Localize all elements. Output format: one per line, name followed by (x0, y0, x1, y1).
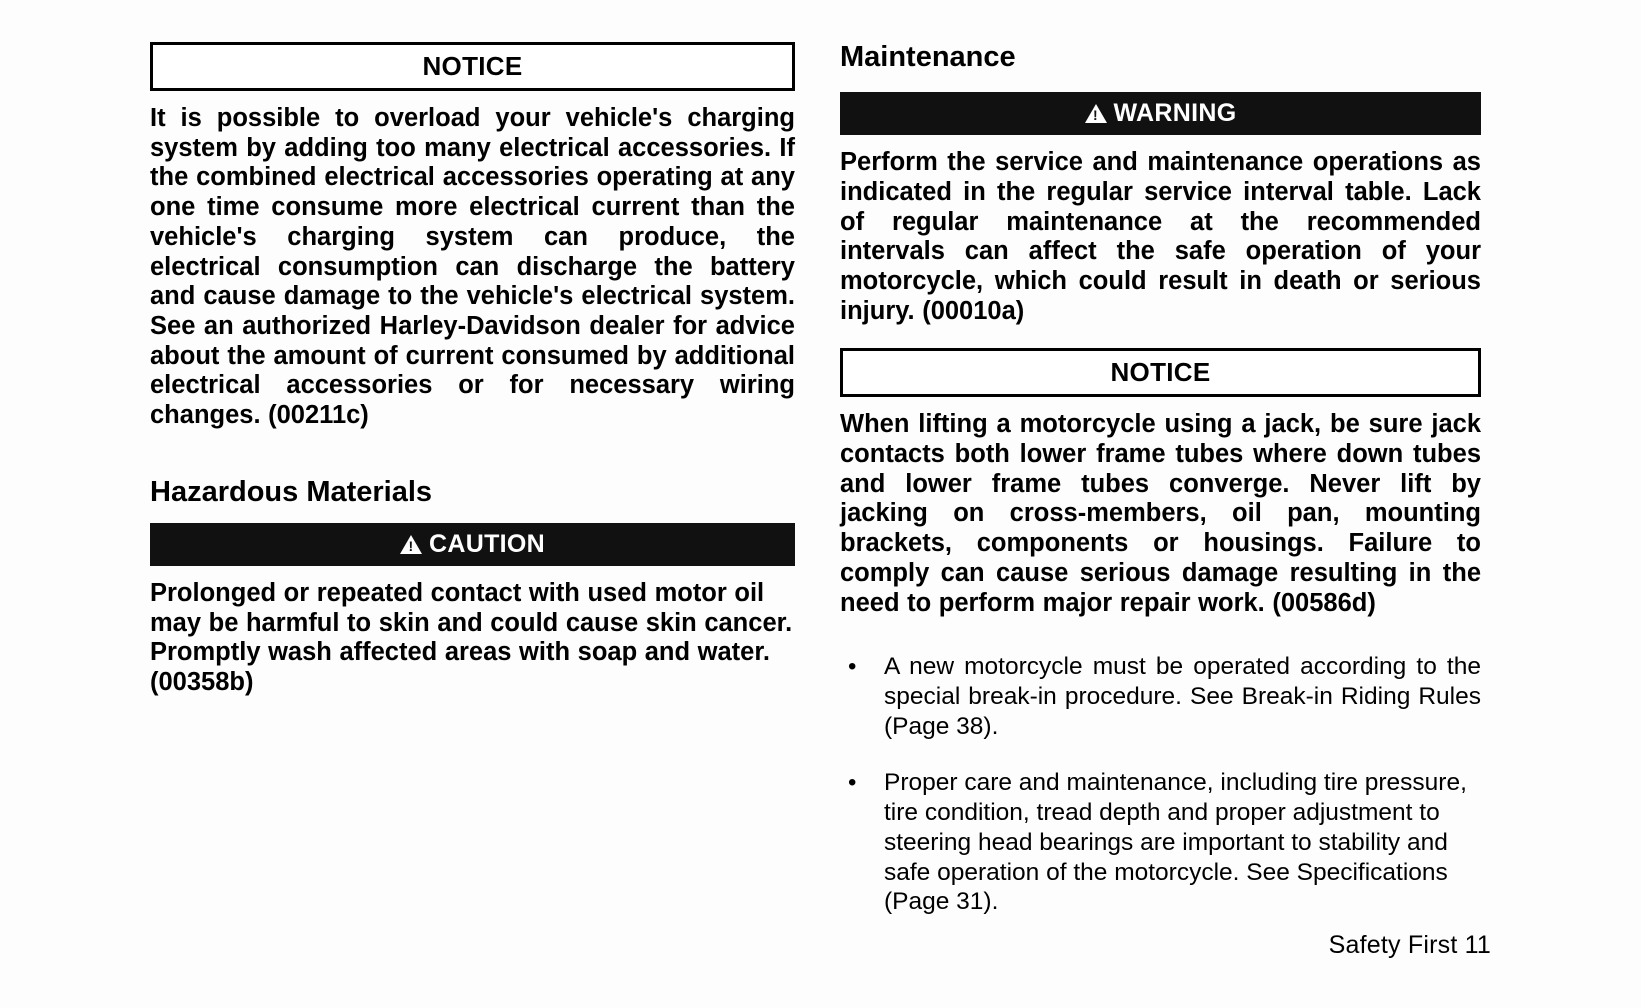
section-heading-hazardous-materials: Hazardous Materials (150, 475, 433, 508)
bullet-marker-icon: • (848, 653, 857, 681)
list-item-text: Proper care and maintenance, including tire pressure, tire condition, tread depth and proper adjustment to steering head bearings are important to stability and safe operation of the motorcycle. See Specifications (Page 31). (884, 768, 1467, 916)
warning-triangle-icon (400, 535, 422, 554)
maintenance-bullet-list (840, 652, 1481, 917)
caution-text-motor-oil: Prolonged or repeated contact with used motor oil may be harmful to skin and could cause skin cancer. Promptly wash affected areas with soap and water. (00358b) (150, 578, 793, 696)
left-column (150, 42, 795, 1008)
notice-header-box-jacking (840, 348, 1481, 397)
warning-text-service-intervals: Perform the service and maintenance operations as indicated in the regular service interval table. Lack of regular maintenance at the recommended intervals can affect the safe operation of your motorcycle, which could result in death or serious injury. (00010a) (840, 148, 1481, 325)
list-item (840, 768, 1481, 917)
list-item-text: A new motorcycle must be operated according to the special break-in procedure. See Break-in Riding Rules (Page 38). (884, 653, 1481, 741)
notice-label: NOTICE (422, 51, 523, 81)
spacer (840, 326, 1481, 348)
warning-label: WARNING (1113, 98, 1237, 127)
caution-banner (150, 523, 795, 566)
list-item (840, 652, 1481, 742)
notice-header-box-charging (150, 42, 795, 91)
column-gutter (795, 42, 840, 1008)
warning-triangle-icon (1085, 104, 1107, 123)
right-column (840, 42, 1481, 1008)
bullet-marker-icon: • (848, 768, 857, 796)
warning-banner (840, 92, 1481, 135)
caution-label: CAUTION (429, 529, 545, 558)
notice-text-jacking: When lifting a motorcycle using a jack, be sure jack contacts both lower frame tubes where down tubes and lower frame tubes converge. Never lift by jacking on cross-members, oil pan, mounting brackets, components or housings. Failure to comply can cause serious damage resulting in the need to perform major repair work. (00586d) (840, 410, 1481, 617)
section-heading-maintenance: Maintenance (840, 41, 1016, 73)
page-footer: Safety First 11 (1328, 931, 1491, 959)
notice-text-charging: It is possible to overload your vehicle's charging system by adding too many electrical accessories. If the combined electrical accessories operating at any one time consume more electrical current than the vehicle's charging system can produce, the electrical consumption can discharge the battery and cause damage to the vehicle's electrical system. See an authorized Harley-Davidson dealer for advice about the amount of current consumed by additional electrical accessories or for necessary wiring changes. (00211c) (150, 104, 795, 430)
notice-label: NOTICE (1110, 357, 1211, 388)
